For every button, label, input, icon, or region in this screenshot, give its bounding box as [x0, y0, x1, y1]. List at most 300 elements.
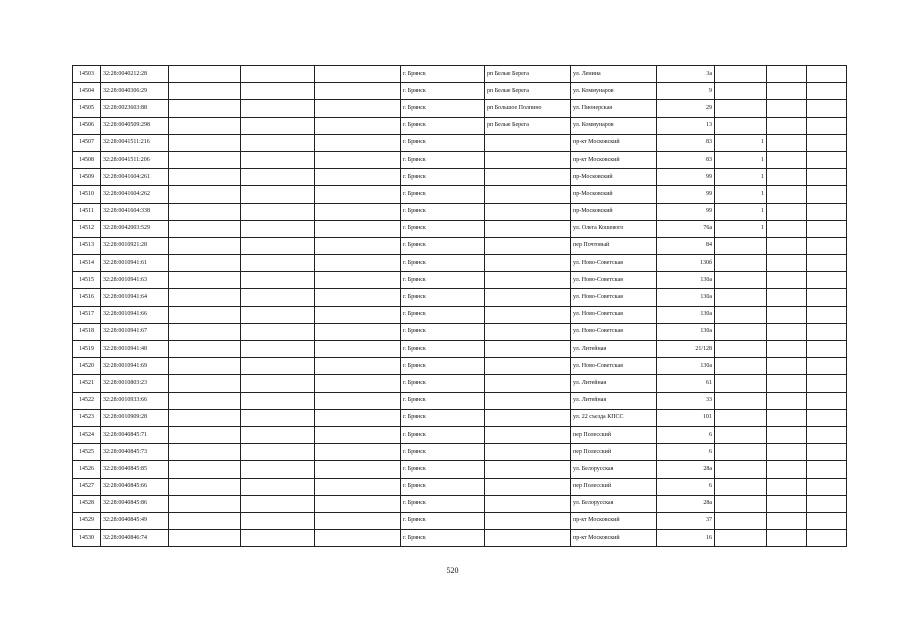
- district-cell: [485, 409, 571, 426]
- empty-cell: [807, 358, 847, 375]
- empty-cell: [241, 409, 315, 426]
- empty-cell: [315, 341, 401, 358]
- table-row: [73, 530, 847, 547]
- empty-cell: [169, 375, 241, 392]
- empty-cell: [169, 117, 241, 134]
- street-cell: пр-кт Московский: [571, 151, 657, 168]
- empty-cell: [767, 306, 807, 323]
- city-cell: г. Брянск: [401, 186, 485, 203]
- house-number-cell: 21/128: [657, 341, 715, 358]
- street-cell: ул. Белорусская: [571, 495, 657, 512]
- street-cell: пр-кт Московский: [571, 512, 657, 529]
- empty-cell: [315, 83, 401, 100]
- flag-cell: 1: [715, 220, 767, 237]
- city-cell: г. Брянск: [401, 220, 485, 237]
- empty-cell: [767, 444, 807, 461]
- empty-cell: [241, 478, 315, 495]
- city-cell: г. Брянск: [401, 134, 485, 151]
- empty-cell: [241, 495, 315, 512]
- flag-cell: [715, 237, 767, 254]
- cadastral-number-cell: 32:28:0010803:23: [101, 375, 169, 392]
- empty-cell: [315, 495, 401, 512]
- city-cell: г. Брянск: [401, 409, 485, 426]
- district-cell: [485, 426, 571, 443]
- empty-cell: [767, 100, 807, 117]
- row-number-cell: 14525: [73, 444, 101, 461]
- street-cell: пер Полесский: [571, 478, 657, 495]
- empty-cell: [315, 512, 401, 529]
- empty-cell: [807, 203, 847, 220]
- empty-cell: [169, 272, 241, 289]
- street-cell: ул. Ново-Советская: [571, 289, 657, 306]
- house-number-cell: 3а: [657, 66, 715, 83]
- house-number-cell: 130а: [657, 358, 715, 375]
- row-number-cell: 14512: [73, 220, 101, 237]
- house-number-cell: 99: [657, 186, 715, 203]
- empty-cell: [169, 512, 241, 529]
- table-row: [73, 341, 847, 358]
- cadastral-number-cell: 32:28:0040845:85: [101, 461, 169, 478]
- flag-cell: [715, 117, 767, 134]
- empty-cell: [767, 512, 807, 529]
- street-cell: ул. Коммунаров: [571, 117, 657, 134]
- table-row: [73, 375, 847, 392]
- street-cell: ул. Ново-Советская: [571, 255, 657, 272]
- street-cell: ул. Литейная: [571, 341, 657, 358]
- flag-cell: [715, 478, 767, 495]
- registry-table-body: [73, 66, 847, 547]
- empty-cell: [169, 100, 241, 117]
- page-number: 520: [446, 566, 459, 575]
- house-number-cell: 130а: [657, 272, 715, 289]
- empty-cell: [807, 151, 847, 168]
- empty-cell: [169, 530, 241, 547]
- table-row: [73, 306, 847, 323]
- empty-cell: [807, 512, 847, 529]
- empty-cell: [315, 117, 401, 134]
- row-number-cell: 14509: [73, 169, 101, 186]
- district-cell: [485, 306, 571, 323]
- city-cell: г. Брянск: [401, 444, 485, 461]
- row-number-cell: 14524: [73, 426, 101, 443]
- empty-cell: [767, 134, 807, 151]
- table-row: [73, 66, 847, 83]
- street-cell: ул. Ленина: [571, 66, 657, 83]
- table-row: [73, 478, 847, 495]
- row-number-cell: 14528: [73, 495, 101, 512]
- empty-cell: [807, 444, 847, 461]
- cadastral-number-cell: 32:28:0010921:28: [101, 237, 169, 254]
- table-row: [73, 358, 847, 375]
- table-row: [73, 289, 847, 306]
- empty-cell: [315, 461, 401, 478]
- street-cell: ул. Пионерская: [571, 100, 657, 117]
- row-number-cell: 14515: [73, 272, 101, 289]
- street-cell: ул. Литейная: [571, 375, 657, 392]
- cadastral-number-cell: 32:28:0040845:66: [101, 478, 169, 495]
- flag-cell: [715, 426, 767, 443]
- empty-cell: [169, 220, 241, 237]
- house-number-cell: 28а: [657, 495, 715, 512]
- house-number-cell: 6: [657, 478, 715, 495]
- empty-cell: [807, 134, 847, 151]
- city-cell: г. Брянск: [401, 117, 485, 134]
- empty-cell: [241, 66, 315, 83]
- row-number-cell: 14520: [73, 358, 101, 375]
- empty-cell: [169, 186, 241, 203]
- street-cell: ул. 22 съезда КПСС: [571, 409, 657, 426]
- empty-cell: [767, 409, 807, 426]
- row-number-cell: 14506: [73, 117, 101, 134]
- empty-cell: [241, 289, 315, 306]
- flag-cell: [715, 289, 767, 306]
- empty-cell: [169, 203, 241, 220]
- row-number-cell: 14514: [73, 255, 101, 272]
- empty-cell: [315, 100, 401, 117]
- empty-cell: [241, 392, 315, 409]
- house-number-cell: 13: [657, 117, 715, 134]
- cadastral-number-cell: 32:28:0010933:66: [101, 392, 169, 409]
- empty-cell: [241, 134, 315, 151]
- house-number-cell: 130а: [657, 289, 715, 306]
- table-row: [73, 495, 847, 512]
- table-row: [73, 255, 847, 272]
- house-number-cell: 84: [657, 237, 715, 254]
- street-cell: пер Полесский: [571, 444, 657, 461]
- table-row: [73, 323, 847, 340]
- empty-cell: [169, 409, 241, 426]
- house-number-cell: 28а: [657, 461, 715, 478]
- flag-cell: [715, 512, 767, 529]
- cadastral-number-cell: 32:28:0040845:86: [101, 495, 169, 512]
- empty-cell: [169, 83, 241, 100]
- empty-cell: [807, 237, 847, 254]
- cadastral-number-cell: 32:28:0040509:298: [101, 117, 169, 134]
- row-number-cell: 14516: [73, 289, 101, 306]
- street-cell: пер Почтовый: [571, 237, 657, 254]
- city-cell: г. Брянск: [401, 100, 485, 117]
- district-cell: рп Белые Берега: [485, 83, 571, 100]
- cadastral-number-cell: 32:28:0041604:338: [101, 203, 169, 220]
- empty-cell: [241, 323, 315, 340]
- empty-cell: [807, 66, 847, 83]
- empty-cell: [807, 375, 847, 392]
- house-number-cell: 130б: [657, 255, 715, 272]
- empty-cell: [315, 203, 401, 220]
- flag-cell: [715, 461, 767, 478]
- house-number-cell: 83: [657, 134, 715, 151]
- table-row: [73, 409, 847, 426]
- flag-cell: [715, 323, 767, 340]
- empty-cell: [807, 426, 847, 443]
- flag-cell: [715, 392, 767, 409]
- empty-cell: [169, 134, 241, 151]
- empty-cell: [315, 151, 401, 168]
- row-number-cell: 14513: [73, 237, 101, 254]
- cadastral-number-cell: 32:28:0010941:67: [101, 323, 169, 340]
- street-cell: пр-Московский: [571, 203, 657, 220]
- house-number-cell: 101: [657, 409, 715, 426]
- empty-cell: [315, 237, 401, 254]
- empty-cell: [807, 289, 847, 306]
- street-cell: ул. Ново-Советская: [571, 358, 657, 375]
- house-number-cell: 99: [657, 203, 715, 220]
- street-cell: пр-Московский: [571, 169, 657, 186]
- district-cell: [485, 289, 571, 306]
- empty-cell: [807, 186, 847, 203]
- flag-cell: [715, 530, 767, 547]
- city-cell: г. Брянск: [401, 272, 485, 289]
- empty-cell: [767, 323, 807, 340]
- table-row: [73, 461, 847, 478]
- district-cell: [485, 186, 571, 203]
- flag-cell: 1: [715, 169, 767, 186]
- district-cell: [485, 392, 571, 409]
- city-cell: г. Брянск: [401, 530, 485, 547]
- house-number-cell: 76а: [657, 220, 715, 237]
- city-cell: г. Брянск: [401, 323, 485, 340]
- empty-cell: [807, 117, 847, 134]
- district-cell: [485, 341, 571, 358]
- empty-cell: [169, 478, 241, 495]
- empty-cell: [767, 530, 807, 547]
- district-cell: [485, 134, 571, 151]
- district-cell: рп Большое Полпино: [485, 100, 571, 117]
- flag-cell: 1: [715, 203, 767, 220]
- city-cell: г. Брянск: [401, 461, 485, 478]
- empty-cell: [315, 186, 401, 203]
- empty-cell: [169, 66, 241, 83]
- house-number-cell: 29: [657, 100, 715, 117]
- city-cell: г. Брянск: [401, 358, 485, 375]
- street-cell: ул. Ново-Советская: [571, 306, 657, 323]
- empty-cell: [241, 341, 315, 358]
- empty-cell: [767, 255, 807, 272]
- flag-cell: [715, 272, 767, 289]
- table-row: [73, 426, 847, 443]
- empty-cell: [169, 341, 241, 358]
- district-cell: [485, 323, 571, 340]
- row-number-cell: 14507: [73, 134, 101, 151]
- street-cell: пр-кт Московский: [571, 530, 657, 547]
- empty-cell: [807, 306, 847, 323]
- row-number-cell: 14529: [73, 512, 101, 529]
- empty-cell: [807, 272, 847, 289]
- row-number-cell: 14517: [73, 306, 101, 323]
- empty-cell: [241, 169, 315, 186]
- empty-cell: [169, 444, 241, 461]
- city-cell: г. Брянск: [401, 255, 485, 272]
- row-number-cell: 14511: [73, 203, 101, 220]
- cadastral-number-cell: 32:28:0042003:529: [101, 220, 169, 237]
- empty-cell: [767, 341, 807, 358]
- street-cell: ул. Олега Кошевого: [571, 220, 657, 237]
- district-cell: [485, 495, 571, 512]
- street-cell: пер Полесский: [571, 426, 657, 443]
- row-number-cell: 14503: [73, 66, 101, 83]
- table-row: [73, 186, 847, 203]
- empty-cell: [807, 409, 847, 426]
- table-row: [73, 392, 847, 409]
- flag-cell: [715, 66, 767, 83]
- street-cell: ул. Литейная: [571, 392, 657, 409]
- flag-cell: [715, 358, 767, 375]
- house-number-cell: 83: [657, 151, 715, 168]
- empty-cell: [241, 237, 315, 254]
- district-cell: [485, 444, 571, 461]
- empty-cell: [241, 426, 315, 443]
- cadastral-number-cell: 32:28:0040846:74: [101, 530, 169, 547]
- flag-cell: [715, 495, 767, 512]
- row-number-cell: 14530: [73, 530, 101, 547]
- empty-cell: [807, 100, 847, 117]
- empty-cell: [241, 203, 315, 220]
- empty-cell: [315, 530, 401, 547]
- empty-cell: [241, 444, 315, 461]
- row-number-cell: 14510: [73, 186, 101, 203]
- cadastral-number-cell: 32:28:0010941:66: [101, 306, 169, 323]
- empty-cell: [767, 495, 807, 512]
- city-cell: г. Брянск: [401, 426, 485, 443]
- empty-cell: [169, 323, 241, 340]
- empty-cell: [807, 323, 847, 340]
- cadastral-number-cell: 32:28:0010941:69: [101, 358, 169, 375]
- empty-cell: [169, 169, 241, 186]
- cadastral-number-cell: 32:28:0041604:261: [101, 169, 169, 186]
- house-number-cell: 33: [657, 392, 715, 409]
- table-row: [73, 100, 847, 117]
- empty-cell: [241, 306, 315, 323]
- district-cell: рп Белые Берега: [485, 66, 571, 83]
- cadastral-number-cell: 32:28:0010909:28: [101, 409, 169, 426]
- empty-cell: [169, 358, 241, 375]
- city-cell: г. Брянск: [401, 375, 485, 392]
- house-number-cell: 6: [657, 444, 715, 461]
- empty-cell: [315, 392, 401, 409]
- street-cell: пр-Московский: [571, 186, 657, 203]
- empty-cell: [807, 83, 847, 100]
- flag-cell: [715, 100, 767, 117]
- row-number-cell: 14504: [73, 83, 101, 100]
- empty-cell: [169, 461, 241, 478]
- table-row: [73, 444, 847, 461]
- district-cell: [485, 203, 571, 220]
- empty-cell: [241, 255, 315, 272]
- house-number-cell: 9: [657, 83, 715, 100]
- flag-cell: [715, 306, 767, 323]
- empty-cell: [807, 341, 847, 358]
- empty-cell: [241, 512, 315, 529]
- empty-cell: [241, 100, 315, 117]
- empty-cell: [315, 134, 401, 151]
- city-cell: г. Брянск: [401, 495, 485, 512]
- flag-cell: 1: [715, 134, 767, 151]
- empty-cell: [767, 237, 807, 254]
- empty-cell: [315, 220, 401, 237]
- flag-cell: [715, 409, 767, 426]
- district-cell: [485, 512, 571, 529]
- cadastral-number-cell: 32:28:0040306:29: [101, 83, 169, 100]
- row-number-cell: 14522: [73, 392, 101, 409]
- district-cell: [485, 461, 571, 478]
- cadastral-number-cell: 32:28:0041511:216: [101, 134, 169, 151]
- district-cell: [485, 530, 571, 547]
- city-cell: г. Брянск: [401, 392, 485, 409]
- empty-cell: [169, 392, 241, 409]
- flag-cell: 1: [715, 151, 767, 168]
- cadastral-number-cell: 32:28:0040845:49: [101, 512, 169, 529]
- row-number-cell: 14505: [73, 100, 101, 117]
- table-row: [73, 169, 847, 186]
- empty-cell: [767, 426, 807, 443]
- city-cell: г. Брянск: [401, 66, 485, 83]
- city-cell: г. Брянск: [401, 478, 485, 495]
- district-cell: [485, 478, 571, 495]
- city-cell: г. Брянск: [401, 83, 485, 100]
- district-cell: [485, 220, 571, 237]
- empty-cell: [807, 392, 847, 409]
- house-number-cell: 61: [657, 375, 715, 392]
- street-cell: пр-кт Московский: [571, 134, 657, 151]
- district-cell: [485, 151, 571, 168]
- empty-cell: [241, 220, 315, 237]
- flag-cell: [715, 444, 767, 461]
- empty-cell: [767, 151, 807, 168]
- cadastral-number-cell: 32:28:0041604:262: [101, 186, 169, 203]
- house-number-cell: 37: [657, 512, 715, 529]
- table-row: [73, 83, 847, 100]
- empty-cell: [807, 495, 847, 512]
- street-cell: ул. Ново-Советская: [571, 272, 657, 289]
- table-row: [73, 237, 847, 254]
- empty-cell: [807, 169, 847, 186]
- city-cell: г. Брянск: [401, 169, 485, 186]
- empty-cell: [169, 255, 241, 272]
- empty-cell: [767, 375, 807, 392]
- cadastral-number-cell: 32:28:0040212:28: [101, 66, 169, 83]
- flag-cell: [715, 375, 767, 392]
- empty-cell: [169, 306, 241, 323]
- empty-cell: [241, 530, 315, 547]
- empty-cell: [241, 272, 315, 289]
- district-cell: [485, 272, 571, 289]
- empty-cell: [807, 530, 847, 547]
- district-cell: [485, 255, 571, 272]
- empty-cell: [315, 323, 401, 340]
- cadastral-number-cell: 32:28:0010941:63: [101, 272, 169, 289]
- row-number-cell: 14519: [73, 341, 101, 358]
- empty-cell: [315, 169, 401, 186]
- house-number-cell: 99: [657, 169, 715, 186]
- flag-cell: [715, 83, 767, 100]
- empty-cell: [169, 426, 241, 443]
- empty-cell: [767, 392, 807, 409]
- empty-cell: [767, 478, 807, 495]
- row-number-cell: 14526: [73, 461, 101, 478]
- empty-cell: [315, 272, 401, 289]
- district-cell: рп Белые Берега: [485, 117, 571, 134]
- city-cell: г. Брянск: [401, 151, 485, 168]
- cadastral-number-cell: 32:28:0010941:61: [101, 255, 169, 272]
- cadastral-number-cell: 32:28:0041511:206: [101, 151, 169, 168]
- city-cell: г. Брянск: [401, 512, 485, 529]
- row-number-cell: 14508: [73, 151, 101, 168]
- cadastral-number-cell: 32:28:0040845:71: [101, 426, 169, 443]
- empty-cell: [169, 151, 241, 168]
- empty-cell: [241, 151, 315, 168]
- house-number-cell: 130а: [657, 323, 715, 340]
- row-number-cell: 14521: [73, 375, 101, 392]
